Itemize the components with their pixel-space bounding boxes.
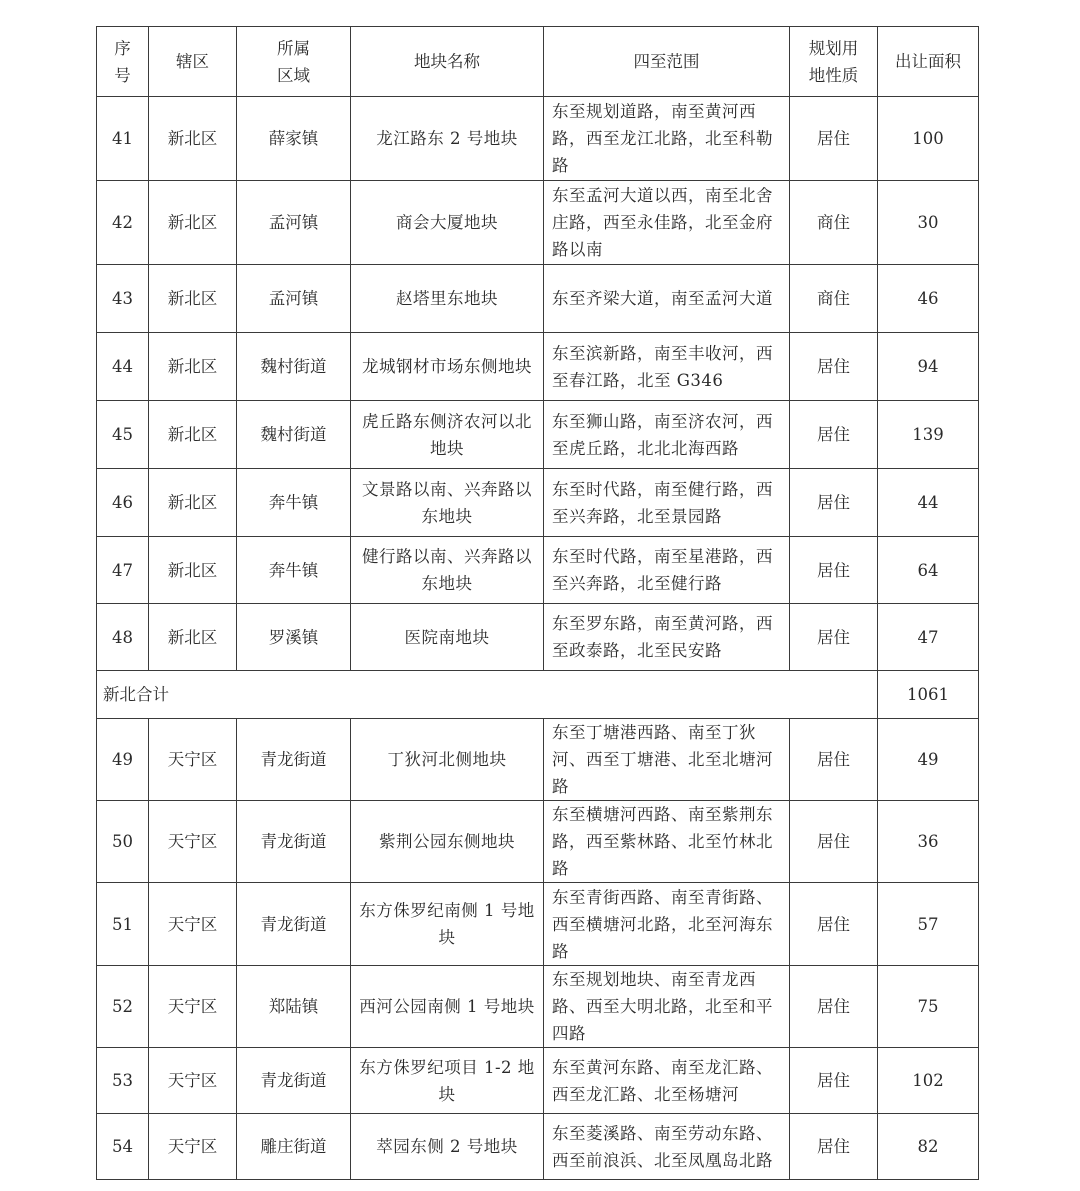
cell-plot-name: 虎丘路东侧济农河以北地块 [351,401,544,469]
table-row [97,966,979,1048]
subtotal-value: 1061 [878,671,979,719]
table-row [97,97,979,181]
cell-size: 57 [878,883,979,966]
cell-bounds: 东至罗东路，南至黄河路，西至政泰路，北至民安路 [544,604,790,671]
cell-district: 天宁区 [149,1114,237,1180]
cell-bounds: 东至时代路，南至星港路，西至兴奔路，北至健行路 [544,537,790,604]
subtotal-row [97,671,979,719]
subtotal-label: 新北合计 [97,671,878,719]
table-row [97,537,979,604]
cell-district: 天宁区 [149,719,237,801]
cell-usage: 商住 [790,265,878,333]
cell-usage: 居住 [790,537,878,604]
cell-usage: 居住 [790,97,878,181]
cell-district: 新北区 [149,401,237,469]
table-row [97,265,979,333]
cell-usage: 居住 [790,469,878,537]
cell-size: 30 [878,181,979,265]
cell-district: 天宁区 [149,1048,237,1114]
cell-district: 新北区 [149,604,237,671]
cell-seq: 41 [97,97,149,181]
table-row [97,604,979,671]
cell-seq: 43 [97,265,149,333]
cell-district: 天宁区 [149,801,237,883]
cell-plot-name: 紫荆公园东侧地块 [351,801,544,883]
cell-plot-name: 萃园东侧 2 号地块 [351,1114,544,1180]
cell-seq: 47 [97,537,149,604]
cell-usage: 居住 [790,966,878,1048]
table-row [97,801,979,883]
cell-seq: 44 [97,333,149,401]
cell-bounds: 东至滨新路，南至丰收河，西至春江路，北至 G346 [544,333,790,401]
cell-seq: 46 [97,469,149,537]
cell-district: 天宁区 [149,883,237,966]
cell-district: 新北区 [149,469,237,537]
cell-plot-name: 龙江路东 2 号地块 [351,97,544,181]
cell-area: 青龙街道 [237,883,351,966]
header-area: 所属 区域 [237,27,351,97]
cell-area: 郑陆镇 [237,966,351,1048]
cell-plot-name: 健行路以南、兴奔路以东地块 [351,537,544,604]
cell-seq: 45 [97,401,149,469]
cell-seq: 51 [97,883,149,966]
cell-size: 36 [878,801,979,883]
cell-usage: 居住 [790,333,878,401]
header-district: 辖区 [149,27,237,97]
cell-area: 孟河镇 [237,181,351,265]
table-row [97,1048,979,1114]
cell-district: 新北区 [149,265,237,333]
cell-usage: 居住 [790,883,878,966]
header-plot-name: 地块名称 [351,27,544,97]
header-row [97,27,979,97]
cell-size: 64 [878,537,979,604]
table-row [97,333,979,401]
cell-seq: 53 [97,1048,149,1114]
cell-plot-name: 医院南地块 [351,604,544,671]
cell-bounds: 东至青街西路、南至青街路、西至横塘河北路，北至河海东路 [544,883,790,966]
cell-area: 罗溪镇 [237,604,351,671]
table-row [97,401,979,469]
cell-district: 新北区 [149,181,237,265]
cell-seq: 49 [97,719,149,801]
header-bounds: 四至范围 [544,27,790,97]
cell-bounds: 东至菱溪路、南至劳动东路、西至前浪浜、北至凤凰岛北路 [544,1114,790,1180]
table-body [97,97,979,1180]
cell-size: 75 [878,966,979,1048]
cell-size: 82 [878,1114,979,1180]
cell-bounds: 东至规划地块、南至青龙西路、西至大明北路，北至和平四路 [544,966,790,1048]
cell-bounds: 东至丁塘港西路、南至丁狄河、西至丁塘港、北至北塘河路 [544,719,790,801]
cell-plot-name: 文景路以南、兴奔路以东地块 [351,469,544,537]
cell-district: 新北区 [149,97,237,181]
header-usage: 规划用 地性质 [790,27,878,97]
cell-usage: 居住 [790,1114,878,1180]
cell-area: 魏村街道 [237,401,351,469]
table-row [97,719,979,801]
cell-plot-name: 龙城钢材市场东侧地块 [351,333,544,401]
land-plot-table [96,26,979,1180]
cell-usage: 居住 [790,401,878,469]
cell-bounds: 东至齐梁大道，南至孟河大道 [544,265,790,333]
cell-seq: 48 [97,604,149,671]
cell-area: 奔牛镇 [237,469,351,537]
cell-usage: 商住 [790,181,878,265]
cell-seq: 52 [97,966,149,1048]
cell-size: 47 [878,604,979,671]
cell-plot-name: 西河公园南侧 1 号地块 [351,966,544,1048]
table-row [97,1114,979,1180]
cell-area: 青龙街道 [237,1048,351,1114]
cell-area: 青龙街道 [237,719,351,801]
cell-bounds: 东至孟河大道以西，南至北舍庄路，西至永佳路，北至金府路以南 [544,181,790,265]
cell-plot-name: 东方侏罗纪南侧 1 号地块 [351,883,544,966]
cell-usage: 居住 [790,604,878,671]
cell-district: 新北区 [149,333,237,401]
cell-bounds: 东至规划道路，南至黄河西路，西至龙江北路，北至科勒路 [544,97,790,181]
cell-size: 46 [878,265,979,333]
table-row [97,181,979,265]
cell-size: 94 [878,333,979,401]
cell-size: 44 [878,469,979,537]
cell-seq: 42 [97,181,149,265]
cell-plot-name: 丁狄河北侧地块 [351,719,544,801]
cell-usage: 居住 [790,719,878,801]
cell-district: 新北区 [149,537,237,604]
cell-area: 青龙街道 [237,801,351,883]
cell-area: 奔牛镇 [237,537,351,604]
table-row [97,883,979,966]
cell-bounds: 东至时代路，南至健行路，西至兴奔路，北至景园路 [544,469,790,537]
cell-plot-name: 商会大厦地块 [351,181,544,265]
cell-size: 100 [878,97,979,181]
header-size: 出让面积 [878,27,979,97]
cell-plot-name: 东方侏罗纪项目 1-2 地块 [351,1048,544,1114]
cell-size: 139 [878,401,979,469]
cell-area: 魏村街道 [237,333,351,401]
cell-area: 雕庄街道 [237,1114,351,1180]
cell-seq: 54 [97,1114,149,1180]
cell-seq: 50 [97,801,149,883]
cell-bounds: 东至横塘河西路、南至紫荆东路，西至紫林路、北至竹林北路 [544,801,790,883]
header-seq: 序 号 [97,27,149,97]
table-row [97,469,979,537]
cell-bounds: 东至黄河东路、南至龙汇路、西至龙汇路、北至杨塘河 [544,1048,790,1114]
cell-size: 49 [878,719,979,801]
cell-plot-name: 赵塔里东地块 [351,265,544,333]
cell-usage: 居住 [790,801,878,883]
cell-area: 孟河镇 [237,265,351,333]
cell-district: 天宁区 [149,966,237,1048]
cell-bounds: 东至狮山路，南至济农河，西至虎丘路，北北北海西路 [544,401,790,469]
cell-area: 薛家镇 [237,97,351,181]
cell-usage: 居住 [790,1048,878,1114]
cell-size: 102 [878,1048,979,1114]
